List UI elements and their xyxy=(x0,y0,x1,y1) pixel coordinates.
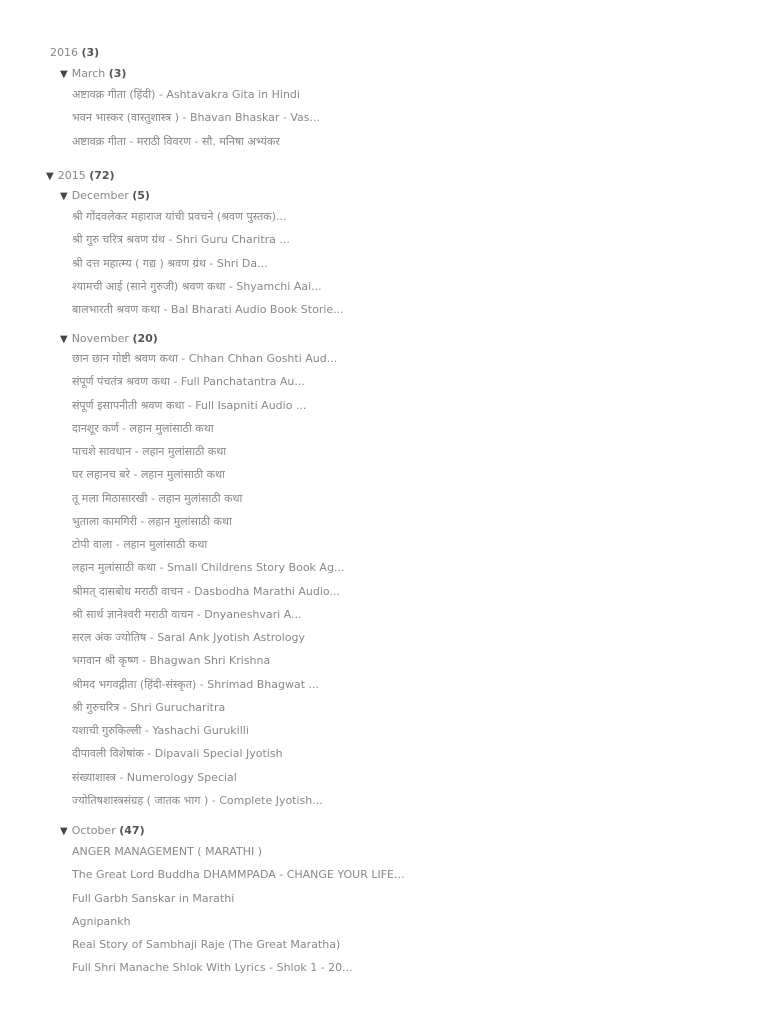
collapse-toggle-icon[interactable]: ▼ xyxy=(60,69,68,80)
archive-post-link[interactable]: श्री सार्थ ज्ञानेश्वरी मराठी वाचन - Dnyaneshvari A... xyxy=(72,608,302,621)
archive-post-link[interactable]: संख्याशास्त्र - Numerology Special xyxy=(72,771,237,784)
archive-post-link[interactable]: The Great Lord Buddha DHAMMPADA - CHANGE YOUR LIFE... xyxy=(72,868,405,881)
archive-post-link[interactable]: दीपावली विशेषांक - Dipavali Special Jyotish xyxy=(72,747,283,760)
archive-post-link[interactable]: Full Shri Manache Shlok With Lyrics - Shlok 1 - 20... xyxy=(72,961,353,974)
archive-month-link[interactable]: December xyxy=(71,189,129,202)
archive-post-link[interactable]: टोपी वाला - लहान मुलांसाठी कथा xyxy=(72,538,208,551)
archive-post-link[interactable]: घर लहानच बरे - लहान मुलांसाठी कथा xyxy=(72,468,225,481)
collapse-toggle-icon[interactable]: ▼ xyxy=(60,191,68,202)
archive-month-count: (20) xyxy=(132,332,158,345)
archive-post-link[interactable]: लहान मुलांसाठी कथा - Small Childrens Story Book Ag... xyxy=(72,561,345,574)
archive-post-link[interactable]: श्री गुरुचरित्र - Shri Gurucharitra xyxy=(72,701,226,714)
archive-month-march xyxy=(60,66,126,83)
archive-post-link[interactable]: तू मला मिठासारखी - लहान मुलांसाठी कथा xyxy=(72,492,243,505)
archive-post-link[interactable]: भगवान श्री कृष्ण - Bhagwan Shri Krishna xyxy=(72,654,271,667)
archive-post-link[interactable]: सरल अंक ज्योतिष - Saral Ank Jyotish Astrology xyxy=(72,631,306,644)
archive-year-2016 xyxy=(50,45,99,61)
archive-month-link[interactable]: October xyxy=(71,824,116,837)
collapse-toggle-icon[interactable]: ▼ xyxy=(60,334,68,345)
archive-year-2015 xyxy=(46,168,115,185)
archive-post-link[interactable]: पाचशे सावधान - लहान मुलांसाठी कथा xyxy=(72,445,227,458)
archive-post-link[interactable]: Real Story of Sambhaji Raje (The Great Maratha) xyxy=(72,938,341,951)
archive-year-link[interactable]: 2015 xyxy=(57,169,86,182)
archive-post-link[interactable]: दानशूर कर्ण - लहान मुलांसाठी कथा xyxy=(72,422,214,435)
archive-month-count: (47) xyxy=(119,824,145,837)
archive-post-link[interactable]: ज्योतिषशास्त्रसंग्रह ( जातक भाग ) - Complete Jyotish... xyxy=(72,794,323,807)
archive-post-link[interactable]: Full Garbh Sanskar in Marathi xyxy=(72,892,235,905)
archive-year-link[interactable]: 2016 xyxy=(50,46,78,59)
archive-post-link[interactable]: श्रीमद भगवद्गीता (हिंदी-संस्कृत) - Shrimad Bhagwat ... xyxy=(72,678,319,691)
archive-post-link[interactable]: अष्टावक्र गीता (हिंदी) - Ashtavakra Gita in Hindi xyxy=(72,88,300,101)
archive-month-count: (5) xyxy=(132,189,150,202)
archive-month-count: (3) xyxy=(108,67,127,80)
archive-post-link[interactable]: श्रीमत् दासबोध मराठी वाचन - Dasbodha Marathi Audio... xyxy=(72,585,340,598)
archive-post-link[interactable]: ANGER MANAGEMENT ( MARATHI ) xyxy=(72,845,262,858)
archive-month-link[interactable]: March xyxy=(71,67,106,80)
archive-month-link[interactable]: November xyxy=(71,332,129,345)
archive-post-link[interactable]: यशाची गुरुकिल्ली - Yashachi Gurukilli xyxy=(72,724,249,737)
archive-post-link[interactable]: अष्टावक्र गीता - मराठी विवरण - सौ. मनिषा अभ्यंकर xyxy=(72,135,280,148)
archive-post-link[interactable]: श्री गोंदवलेकर महाराज यांची प्रवचने (श्रवण पुस्तक)... xyxy=(72,210,287,223)
archive-month-december xyxy=(60,188,150,205)
collapse-toggle-icon[interactable]: ▼ xyxy=(46,171,54,182)
archive-post-link[interactable]: बालभारती श्रवण कथा - Bal Bharati Audio Book Storie... xyxy=(72,303,344,316)
archive-post-link[interactable]: भवन भास्कर (वास्तुशास्त्र ) - Bhavan Bhaskar - Vas... xyxy=(72,111,320,124)
archive-post-link[interactable]: श्यामची आई (साने गुरुजी) श्रवण कथा - Shyamchi Aai... xyxy=(72,280,322,293)
collapse-toggle-icon[interactable]: ▼ xyxy=(60,826,68,837)
archive-post-link[interactable]: श्री दत्त महात्म्य ( गद्य ) श्रवण ग्रंथ - Shri Da... xyxy=(72,257,268,270)
archive-post-link[interactable]: संपूर्ण इसापनीती श्रवण कथा - Full Isapniti Audio ... xyxy=(72,399,307,412)
archive-year-count: (3) xyxy=(81,46,100,59)
archive-post-link[interactable]: श्री गुरु चरित्र श्रवण ग्रंथ - Shri Guru Charitra ... xyxy=(72,233,290,246)
archive-month-october xyxy=(60,823,145,840)
archive-post-link[interactable]: छान छान गोष्टी श्रवण कथा - Chhan Chhan Goshti Aud... xyxy=(72,352,338,365)
archive-post-link[interactable]: भुताला कामगिरी - लहान मुलांसाठी कथा xyxy=(72,515,232,528)
archive-year-count: (72) xyxy=(89,169,115,182)
archive-month-november xyxy=(60,331,158,348)
archive-post-link[interactable]: Agnipankh xyxy=(72,915,131,928)
archive-post-link[interactable]: संपूर्ण पंचतंत्र श्रवण कथा - Full Panchatantra Au... xyxy=(72,375,305,388)
